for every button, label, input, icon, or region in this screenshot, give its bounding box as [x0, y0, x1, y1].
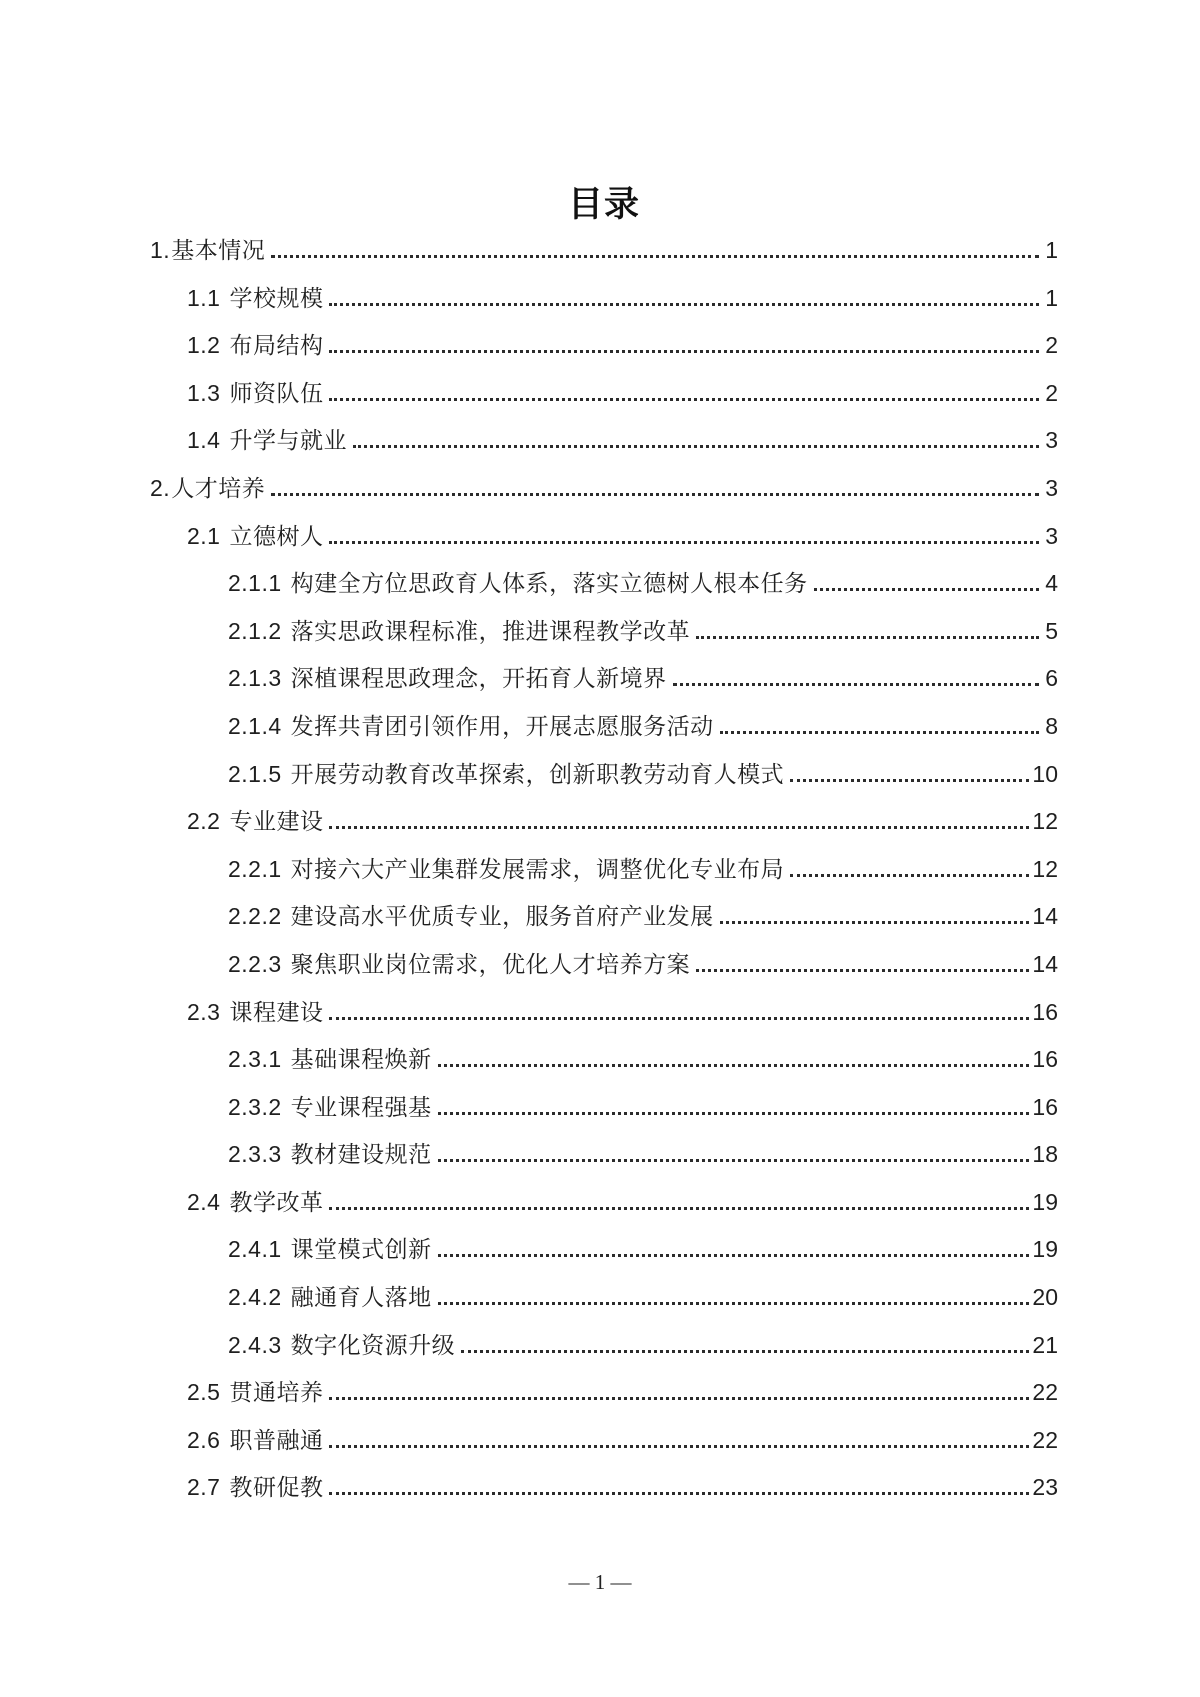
toc-entry-number: 2.4	[187, 1188, 221, 1215]
toc-entry-title: 课堂模式创新	[290, 1237, 432, 1263]
toc-entry-page: 16	[1032, 1046, 1058, 1073]
toc-entry-page: 1	[1045, 284, 1058, 311]
toc-entry-page: 19	[1032, 1188, 1058, 1215]
toc-entry-title: 专业课程强基	[290, 1094, 432, 1120]
toc-entry[interactable]	[150, 275, 1058, 323]
toc-entry-title: 人才培养	[171, 475, 266, 501]
toc-entry-page: 3	[1045, 427, 1058, 454]
toc-entry-number: 2.4.1	[228, 1236, 282, 1263]
toc-dot-leader	[696, 630, 1039, 639]
toc-entry-number: 2.7	[187, 1474, 221, 1501]
toc-entry[interactable]	[150, 560, 1058, 608]
toc-entry-title: 课程建设	[229, 999, 324, 1025]
toc-entry-title: 发挥共青团引领作用，开展志愿服务活动	[290, 713, 714, 739]
toc-entry-title: 深植课程思政理念，开拓育人新境界	[290, 666, 667, 692]
toc-dot-leader	[814, 582, 1039, 591]
toc-entry-page: 2	[1045, 379, 1058, 406]
toc-entry[interactable]	[150, 1274, 1058, 1322]
toc-entry-number: 2.1.1	[228, 570, 282, 597]
toc-entry-number: 2.4.2	[228, 1284, 282, 1311]
toc-entry-title: 教研促教	[229, 1475, 324, 1501]
toc-dot-leader	[696, 963, 1029, 972]
toc-entry-page: 12	[1032, 855, 1058, 882]
toc-dot-leader	[329, 1391, 1029, 1400]
toc-entry[interactable]	[150, 1179, 1058, 1227]
toc-entry-page: 19	[1032, 1236, 1058, 1263]
toc-entry-page: 1	[1045, 237, 1058, 263]
toc-dot-leader	[438, 1058, 1030, 1067]
toc-entry-page: 3	[1045, 474, 1058, 501]
toc-entry-title: 落实思政课程标准，推进课程教学改革	[290, 618, 691, 644]
toc-entry[interactable]	[150, 417, 1058, 465]
toc-entry-title: 学校规模	[229, 285, 324, 311]
toc-entry[interactable]	[150, 989, 1058, 1037]
toc-entry[interactable]	[150, 751, 1058, 799]
toc-entry-page: 16	[1032, 998, 1058, 1025]
toc-entry-number: 2.1.3	[228, 665, 282, 692]
toc-entry-page: 14	[1032, 950, 1058, 977]
toc-entry-number: 2.2.1	[228, 855, 282, 882]
toc-entry-page: 6	[1045, 665, 1058, 692]
toc-entry-title: 对接六大产业集群发展需求，调整优化专业布局	[290, 856, 785, 882]
toc-dot-leader	[271, 487, 1039, 496]
toc-entry-title: 开展劳动教育改革探索，创新职教劳动育人模式	[290, 761, 785, 787]
toc-entry-title: 融通育人落地	[290, 1285, 432, 1311]
toc-entry-number: 2.4.3	[228, 1331, 282, 1358]
toc-entry-number: 2.3	[187, 998, 221, 1025]
toc-entry[interactable]	[150, 703, 1058, 751]
toc-entry-number: 2.2.2	[228, 903, 282, 930]
toc-entry-page: 12	[1032, 808, 1058, 835]
toc-entry[interactable]	[150, 370, 1058, 418]
toc-entry-page: 21	[1032, 1331, 1058, 1358]
toc-entry[interactable]	[150, 1322, 1058, 1370]
toc-dot-leader	[329, 1439, 1029, 1448]
toc-dot-leader	[673, 677, 1039, 686]
toc-dot-leader	[329, 1486, 1029, 1495]
toc-entry-title: 数字化资源升级	[290, 1332, 456, 1358]
toc-dot-leader	[438, 1153, 1030, 1162]
toc-entry-title: 职普融通	[229, 1427, 324, 1453]
toc-dot-leader	[353, 439, 1039, 448]
toc-entry[interactable]	[150, 513, 1058, 561]
toc-entry[interactable]	[150, 227, 1058, 275]
toc-entry-title: 师资队伍	[229, 380, 324, 406]
toc-entry-number: 2.2.3	[228, 950, 282, 977]
toc-entry-number: 2.	[150, 474, 171, 501]
toc-entry-page: 18	[1032, 1141, 1058, 1168]
toc-entry-number: 2.1	[187, 522, 221, 549]
toc-entry-number: 1.2	[187, 332, 221, 359]
toc-entry-page: 5	[1045, 617, 1058, 644]
toc-entry-page: 10	[1032, 760, 1058, 787]
toc-dot-leader	[329, 1011, 1029, 1020]
toc-dot-leader	[720, 725, 1039, 734]
toc-entry-page: 14	[1032, 903, 1058, 930]
toc-entry[interactable]	[150, 1369, 1058, 1417]
toc-dot-leader	[329, 344, 1039, 353]
toc-dot-leader	[438, 1296, 1030, 1305]
toc-entry-page: 23	[1032, 1474, 1058, 1501]
toc-entry-title: 教材建设规范	[290, 1142, 432, 1168]
toc-entry-title: 教学改革	[229, 1189, 324, 1215]
toc-entry-number: 2.2	[187, 808, 221, 835]
toc-dot-leader	[329, 392, 1039, 401]
toc-dot-leader	[329, 535, 1039, 544]
toc-entry[interactable]	[150, 465, 1058, 513]
toc-entry-title: 专业建设	[229, 809, 324, 835]
toc-entry-page: 16	[1032, 1093, 1058, 1120]
toc-entry-title: 布局结构	[229, 333, 324, 359]
toc-entry-page: 2	[1045, 332, 1058, 359]
toc-entry-title: 升学与就业	[229, 428, 347, 454]
toc-dot-leader	[790, 773, 1029, 782]
toc-entry[interactable]	[150, 798, 1058, 846]
toc-entry-title: 基础课程焕新	[290, 1047, 432, 1073]
toc-entry-page: 3	[1045, 522, 1058, 549]
toc-entry[interactable]	[150, 1036, 1058, 1084]
toc-entry-number: 1.4	[187, 427, 221, 454]
toc-dot-leader	[438, 1106, 1030, 1115]
toc-entry-title: 建设高水平优质专业，服务首府产业发展	[290, 904, 714, 930]
toc-entry-number: 2.1.2	[228, 617, 282, 644]
toc-entry-page: 8	[1045, 712, 1058, 739]
toc-entry-number: 2.5	[187, 1379, 221, 1406]
toc-entry-number: 2.1.5	[228, 760, 282, 787]
toc-dot-leader	[438, 1248, 1030, 1257]
toc-entry-title: 立德树人	[229, 523, 324, 549]
toc-entry-number: 1.1	[187, 284, 221, 311]
toc-entry-number: 2.3.3	[228, 1141, 282, 1168]
toc-dot-leader	[329, 820, 1029, 829]
toc-entry[interactable]	[150, 655, 1058, 703]
toc-dot-leader	[720, 915, 1030, 924]
toc-entry-number: 2.3.1	[228, 1046, 282, 1073]
toc-entry-number: 2.6	[187, 1426, 221, 1453]
toc-list	[150, 227, 1058, 1512]
toc-entry[interactable]	[150, 846, 1058, 894]
toc-entry[interactable]	[150, 1131, 1058, 1179]
toc-dot-leader	[329, 1201, 1029, 1210]
toc-entry-title: 基本情况	[171, 238, 266, 263]
toc-entry[interactable]	[150, 1417, 1058, 1465]
toc-entry-title: 构建全方位思政育人体系，落实立德树人根本任务	[290, 571, 808, 597]
toc-dot-leader	[329, 297, 1039, 306]
toc-entry-page: 4	[1045, 570, 1058, 597]
toc-entry-page: 20	[1032, 1284, 1058, 1311]
toc-entry[interactable]	[150, 608, 1058, 656]
page-number-footer: — 1 —	[568, 1570, 632, 1594]
toc-entry-number: 2.1.4	[228, 712, 282, 739]
toc-entry-title: 聚焦职业岗位需求，优化人才培养方案	[290, 951, 691, 977]
toc-entry-number: 1.	[150, 237, 171, 263]
toc-entry-title: 贯通培养	[229, 1380, 324, 1406]
toc-entry[interactable]	[150, 1084, 1058, 1132]
toc-entry[interactable]	[150, 1226, 1058, 1274]
toc-dot-leader	[271, 249, 1039, 258]
toc-entry-number: 2.3.2	[228, 1093, 282, 1120]
toc-entry[interactable]	[150, 893, 1058, 941]
toc-dot-leader	[461, 1344, 1029, 1353]
toc-entry-number: 1.3	[187, 379, 221, 406]
toc-entry-page: 22	[1032, 1426, 1058, 1453]
toc-entry[interactable]	[150, 941, 1058, 989]
toc-entry[interactable]	[150, 1464, 1058, 1512]
toc-entry[interactable]	[150, 322, 1058, 370]
toc-entry-page: 22	[1032, 1379, 1058, 1406]
page-title: 目录	[567, 185, 640, 224]
toc-dot-leader	[790, 868, 1029, 877]
